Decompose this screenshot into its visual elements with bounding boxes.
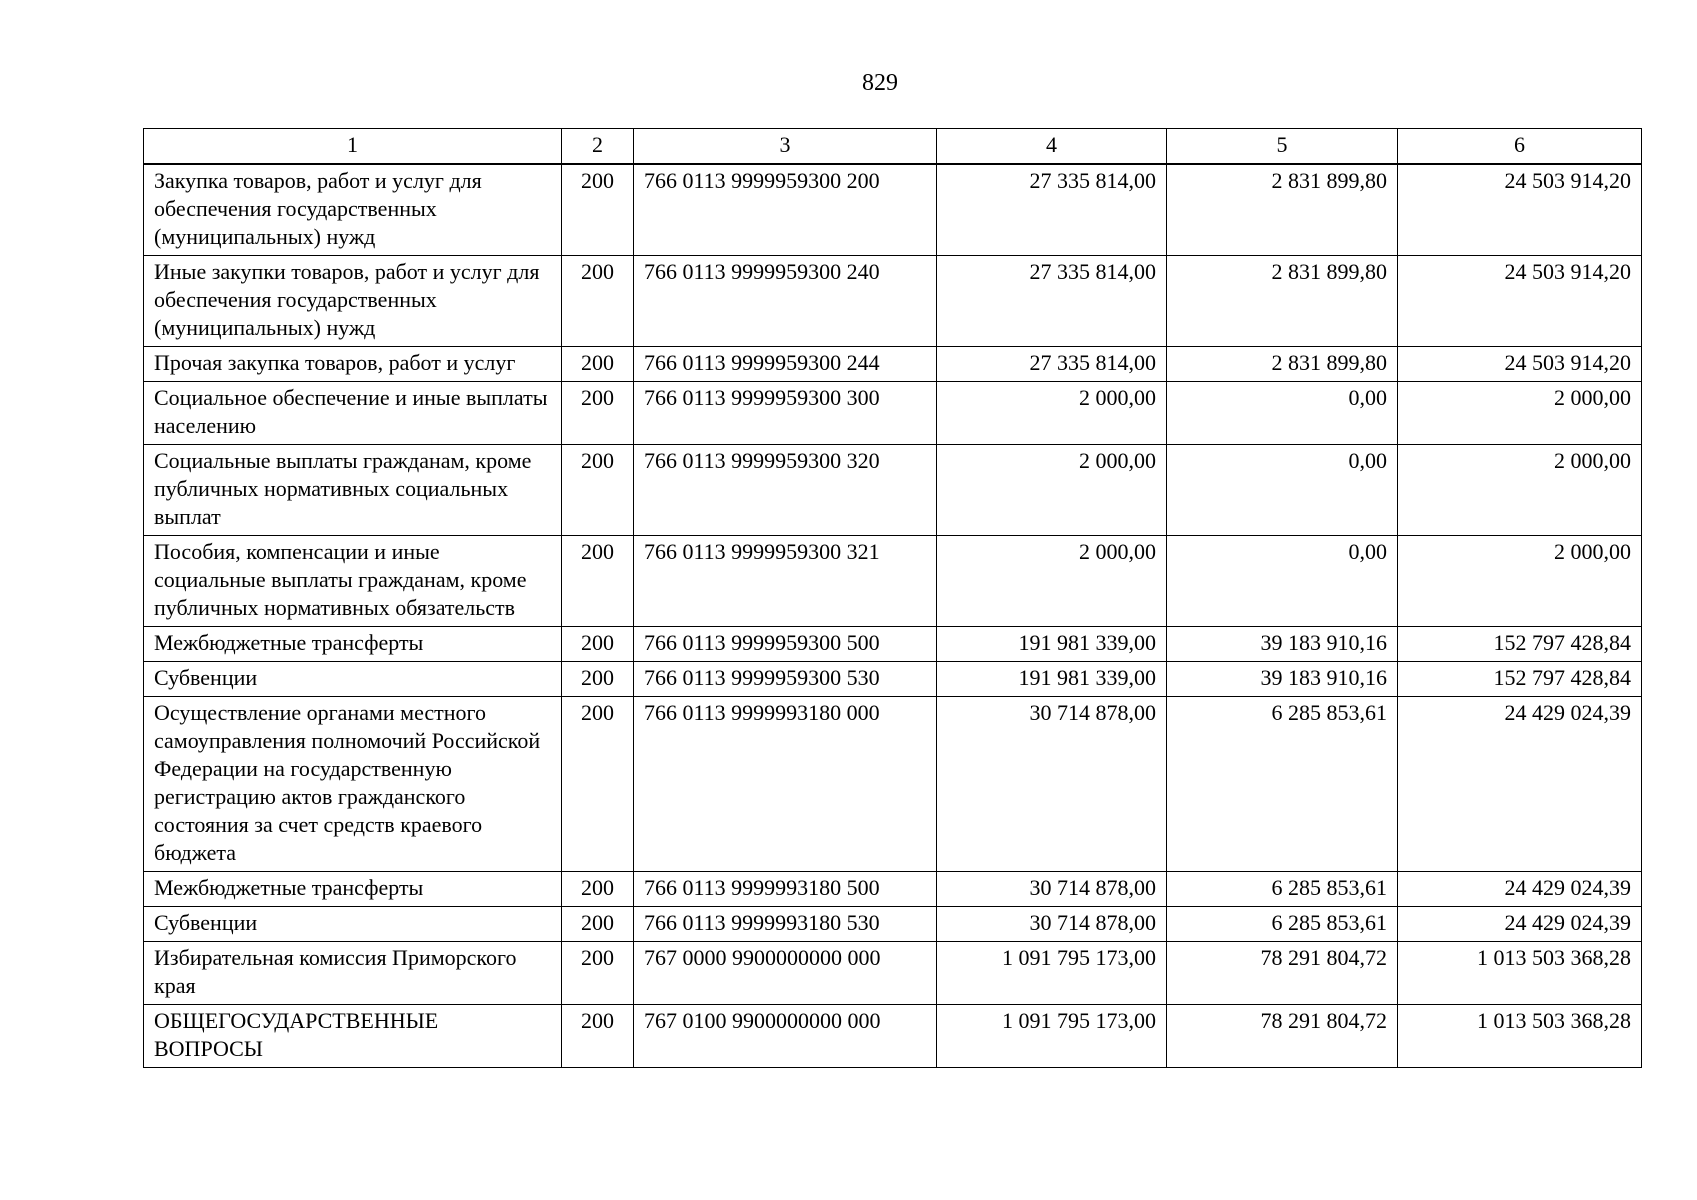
table-row: [144, 872, 1642, 907]
table-row: [144, 382, 1642, 445]
table-row: [144, 164, 1642, 256]
cell-col6: 2 000,00: [1398, 445, 1642, 536]
cell-code: 766 0113 9999959300 500: [634, 627, 937, 662]
cell-code: 766 0113 9999993180 500: [634, 872, 937, 907]
cell-col2: 200: [562, 382, 634, 445]
cell-col4: 27 335 814,00: [937, 164, 1167, 256]
cell-col2: 200: [562, 445, 634, 536]
cell-col5: 78 291 804,72: [1167, 942, 1398, 1005]
cell-col6: 24 429 024,39: [1398, 697, 1642, 872]
table-row: [144, 536, 1642, 627]
cell-col2: 200: [562, 907, 634, 942]
cell-col2: 200: [562, 662, 634, 697]
cell-code: 766 0113 9999959300 321: [634, 536, 937, 627]
cell-code: 766 0113 9999959300 300: [634, 382, 937, 445]
cell-name: Прочая закупка товаров, работ и услуг: [144, 347, 562, 382]
cell-col5: 39 183 910,16: [1167, 627, 1398, 662]
column-header: 1: [144, 129, 562, 165]
table-row: [144, 445, 1642, 536]
cell-col2: 200: [562, 536, 634, 627]
cell-col6: 152 797 428,84: [1398, 662, 1642, 697]
cell-col4: 191 981 339,00: [937, 627, 1167, 662]
cell-col5: 0,00: [1167, 536, 1398, 627]
cell-name: Межбюджетные трансферты: [144, 872, 562, 907]
cell-col6: 1 013 503 368,28: [1398, 942, 1642, 1005]
table-row: [144, 662, 1642, 697]
table-row: [144, 256, 1642, 347]
cell-col4: 30 714 878,00: [937, 872, 1167, 907]
column-header: 2: [562, 129, 634, 165]
column-header: 5: [1167, 129, 1398, 165]
table-row: [144, 942, 1642, 1005]
column-header: 3: [634, 129, 937, 165]
cell-col4: 27 335 814,00: [937, 347, 1167, 382]
table-row: [144, 697, 1642, 872]
column-header: 6: [1398, 129, 1642, 165]
cell-col2: 200: [562, 347, 634, 382]
cell-col5: 2 831 899,80: [1167, 164, 1398, 256]
cell-col4: 2 000,00: [937, 536, 1167, 627]
cell-col5: 39 183 910,16: [1167, 662, 1398, 697]
header-row: [144, 129, 1642, 165]
cell-col4: 1 091 795 173,00: [937, 942, 1167, 1005]
table-row: [144, 627, 1642, 662]
cell-name: ОБЩЕГОСУДАРСТВЕННЫЕ ВОПРОСЫ: [144, 1005, 562, 1068]
cell-col4: 30 714 878,00: [937, 697, 1167, 872]
page-number: 829: [862, 70, 898, 96]
cell-col6: 152 797 428,84: [1398, 627, 1642, 662]
cell-col2: 200: [562, 256, 634, 347]
table-row: [144, 907, 1642, 942]
cell-code: 767 0100 9900000000 000: [634, 1005, 937, 1068]
cell-col2: 200: [562, 872, 634, 907]
table-body: [144, 164, 1642, 1068]
cell-col5: 6 285 853,61: [1167, 697, 1398, 872]
cell-name: Избирательная комиссия Приморского края: [144, 942, 562, 1005]
cell-col5: 0,00: [1167, 445, 1398, 536]
cell-code: 766 0113 9999959300 320: [634, 445, 937, 536]
budget-table: [143, 128, 1642, 1068]
cell-col6: 1 013 503 368,28: [1398, 1005, 1642, 1068]
cell-code: 766 0113 9999993180 000: [634, 697, 937, 872]
cell-col4: 191 981 339,00: [937, 662, 1167, 697]
cell-name: Межбюджетные трансферты: [144, 627, 562, 662]
cell-col5: 78 291 804,72: [1167, 1005, 1398, 1068]
cell-col6: 24 429 024,39: [1398, 907, 1642, 942]
cell-name: Осуществление органами местного самоуправления полномочий Российской Федерации на государственную регистрацию актов гражданского состояния за счет средств краевого бюджета: [144, 697, 562, 872]
cell-code: 766 0113 9999959300 530: [634, 662, 937, 697]
cell-col5: 0,00: [1167, 382, 1398, 445]
cell-col2: 200: [562, 164, 634, 256]
cell-col6: 24 429 024,39: [1398, 872, 1642, 907]
table-header: [144, 129, 1642, 165]
table-row: [144, 1005, 1642, 1068]
cell-col2: 200: [562, 627, 634, 662]
cell-col4: 2 000,00: [937, 445, 1167, 536]
cell-col5: 2 831 899,80: [1167, 256, 1398, 347]
cell-code: 766 0113 9999993180 530: [634, 907, 937, 942]
cell-col4: 30 714 878,00: [937, 907, 1167, 942]
cell-name: Субвенции: [144, 662, 562, 697]
cell-code: 766 0113 9999959300 200: [634, 164, 937, 256]
cell-name: Иные закупки товаров, работ и услуг для обеспечения государственных (муниципальных) нужд: [144, 256, 562, 347]
cell-col6: 24 503 914,20: [1398, 164, 1642, 256]
cell-col4: 2 000,00: [937, 382, 1167, 445]
cell-col5: 2 831 899,80: [1167, 347, 1398, 382]
cell-col2: 200: [562, 942, 634, 1005]
cell-col2: 200: [562, 697, 634, 872]
cell-col5: 6 285 853,61: [1167, 907, 1398, 942]
cell-name: Субвенции: [144, 907, 562, 942]
cell-name: Закупка товаров, работ и услуг для обеспечения государственных (муниципальных) нужд: [144, 164, 562, 256]
cell-col4: 1 091 795 173,00: [937, 1005, 1167, 1068]
cell-code: 766 0113 9999959300 240: [634, 256, 937, 347]
cell-col6: 2 000,00: [1398, 536, 1642, 627]
column-header: 4: [937, 129, 1167, 165]
cell-code: 767 0000 9900000000 000: [634, 942, 937, 1005]
cell-code: 766 0113 9999959300 244: [634, 347, 937, 382]
cell-col2: 200: [562, 1005, 634, 1068]
table-row: [144, 347, 1642, 382]
cell-name: Пособия, компенсации и иные социальные выплаты гражданам, кроме публичных нормативных обязательств: [144, 536, 562, 627]
cell-col6: 2 000,00: [1398, 382, 1642, 445]
cell-col5: 6 285 853,61: [1167, 872, 1398, 907]
cell-name: Социальные выплаты гражданам, кроме публичных нормативных социальных выплат: [144, 445, 562, 536]
cell-col6: 24 503 914,20: [1398, 347, 1642, 382]
cell-col4: 27 335 814,00: [937, 256, 1167, 347]
cell-col6: 24 503 914,20: [1398, 256, 1642, 347]
cell-name: Социальное обеспечение и иные выплаты населению: [144, 382, 562, 445]
